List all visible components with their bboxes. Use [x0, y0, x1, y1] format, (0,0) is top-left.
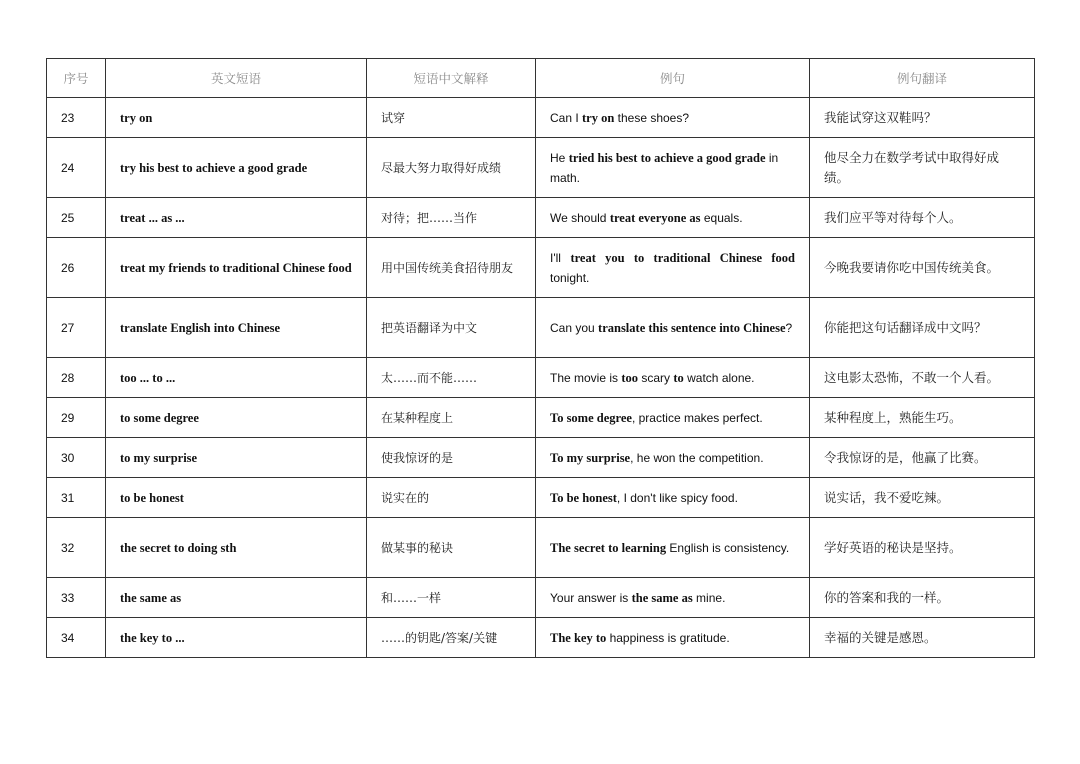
- english-phrase: to be honest: [106, 478, 367, 518]
- example-sentence: [536, 138, 810, 198]
- example-translation: 说实话，我不爱吃辣。: [810, 478, 1035, 518]
- english-phrase: try on: [106, 98, 367, 138]
- chinese-meaning: 试穿: [367, 98, 536, 138]
- example-key-phrase: translate this sentence into Chinese: [598, 320, 786, 335]
- example-text: The movie is: [550, 370, 622, 385]
- table-row: [47, 618, 1035, 658]
- table-row: [47, 298, 1035, 358]
- row-number: 25: [47, 198, 106, 238]
- chinese-meaning: 说实在的: [367, 478, 536, 518]
- row-number: 24: [47, 138, 106, 198]
- example-translation: 你的答案和我的一样。: [810, 578, 1035, 618]
- table-row: [47, 518, 1035, 578]
- example-text: equals.: [700, 210, 743, 225]
- example-text: I'll: [550, 250, 571, 265]
- example-key-phrase: treat you to traditional Chinese food: [570, 250, 795, 265]
- phrase-sheet: [46, 58, 1034, 658]
- example-sentence: [536, 358, 810, 398]
- chinese-meaning: 对待；把……当作: [367, 198, 536, 238]
- example-translation: 今晚我要请你吃中国传统美食。: [810, 238, 1035, 298]
- header-num: 序号: [47, 59, 106, 98]
- example-text: ?: [785, 320, 793, 335]
- row-number: 32: [47, 518, 106, 578]
- example-text: tonight.: [550, 270, 590, 285]
- row-number: 29: [47, 398, 106, 438]
- chinese-meaning: 用中国传统美食招待朋友: [367, 238, 536, 298]
- table-row: [47, 398, 1035, 438]
- table-row: [47, 578, 1035, 618]
- english-phrase: translate English into Chinese: [106, 298, 367, 358]
- example-translation: 某种程度上，熟能生巧。: [810, 398, 1035, 438]
- table-row: [47, 198, 1035, 238]
- example-text: , practice makes perfect.: [631, 410, 763, 425]
- english-phrase: the key to ...: [106, 618, 367, 658]
- header-translation: 例句翻译: [810, 59, 1035, 98]
- example-text: Can I: [550, 110, 583, 125]
- header-phrase: 英文短语: [106, 59, 367, 98]
- chinese-meaning: ……的钥匙/答案/关键: [367, 618, 536, 658]
- example-key-phrase: treat everyone as: [609, 210, 701, 225]
- table-row: [47, 138, 1035, 198]
- example-sentence: [536, 518, 810, 578]
- example-key-phrase: The key to: [550, 630, 607, 645]
- example-text: , I don't like spicy food.: [616, 490, 738, 505]
- header-row: [47, 59, 1035, 98]
- table-row: [47, 358, 1035, 398]
- example-key-phrase: To some degree: [550, 410, 632, 425]
- english-phrase: too ... to ...: [106, 358, 367, 398]
- table-row: [47, 98, 1035, 138]
- example-text: We should: [550, 210, 610, 225]
- example-sentence: [536, 618, 810, 658]
- english-phrase: treat my friends to traditional Chinese food: [106, 238, 367, 298]
- example-text: watch alone.: [683, 370, 755, 385]
- english-phrase: to some degree: [106, 398, 367, 438]
- example-text: , he won the competition.: [630, 450, 764, 465]
- table-row: [47, 478, 1035, 518]
- example-text: English is consistency.: [666, 540, 790, 555]
- example-key-phrase: To my surprise: [550, 450, 631, 465]
- example-translation: 令我惊讶的是，他赢了比赛。: [810, 438, 1035, 478]
- example-translation: 幸福的关键是感恩。: [810, 618, 1035, 658]
- chinese-meaning: 和……一样: [367, 578, 536, 618]
- example-translation: 我能试穿这双鞋吗？: [810, 98, 1035, 138]
- example-sentence: [536, 398, 810, 438]
- example-sentence: [536, 198, 810, 238]
- example-text: Your answer is: [550, 590, 632, 605]
- example-key-phrase: too: [621, 370, 639, 385]
- header-example: 例句: [536, 59, 810, 98]
- chinese-meaning: 尽最大努力取得好成绩: [367, 138, 536, 198]
- example-text: happiness is gratitude.: [606, 630, 730, 645]
- example-key-phrase: To be honest: [550, 490, 617, 505]
- chinese-meaning: 在某种程度上: [367, 398, 536, 438]
- example-sentence: [536, 298, 810, 358]
- example-sentence: [536, 238, 810, 298]
- table-row: [47, 438, 1035, 478]
- example-translation: 这电影太恐怖，不敢一个人看。: [810, 358, 1035, 398]
- example-sentence: [536, 578, 810, 618]
- example-sentence: [536, 478, 810, 518]
- row-number: 23: [47, 98, 106, 138]
- row-number: 30: [47, 438, 106, 478]
- chinese-meaning: 把英语翻译为中文: [367, 298, 536, 358]
- example-translation: 你能把这句话翻译成中文吗？: [810, 298, 1035, 358]
- row-number: 31: [47, 478, 106, 518]
- example-translation: 我们应平等对待每个人。: [810, 198, 1035, 238]
- table-row: [47, 238, 1035, 298]
- example-key-phrase: to: [673, 370, 684, 385]
- row-number: 33: [47, 578, 106, 618]
- row-number: 34: [47, 618, 106, 658]
- chinese-meaning: 做某事的秘诀: [367, 518, 536, 578]
- example-sentence: [536, 438, 810, 478]
- row-number: 27: [47, 298, 106, 358]
- english-phrase: to my surprise: [106, 438, 367, 478]
- row-number: 28: [47, 358, 106, 398]
- example-translation: 学好英语的秘诀是坚持。: [810, 518, 1035, 578]
- example-key-phrase: tried his best to achieve a good grade: [568, 150, 766, 165]
- example-sentence: [536, 98, 810, 138]
- chinese-meaning: 太……而不能……: [367, 358, 536, 398]
- chinese-meaning: 使我惊讶的是: [367, 438, 536, 478]
- example-key-phrase: The secret to learning: [550, 540, 667, 555]
- example-key-phrase: the same as: [631, 590, 693, 605]
- english-phrase: the secret to doing sth: [106, 518, 367, 578]
- example-text: these shoes?: [614, 110, 690, 125]
- example-text: He: [550, 150, 569, 165]
- example-text: in math.: [550, 150, 779, 185]
- english-phrase: the same as: [106, 578, 367, 618]
- english-phrase: treat ... as ...: [106, 198, 367, 238]
- row-number: 26: [47, 238, 106, 298]
- example-translation: 他尽全力在数学考试中取得好成绩。: [810, 138, 1035, 198]
- phrase-table: [46, 58, 1035, 658]
- header-meaning: 短语中文解释: [367, 59, 536, 98]
- example-key-phrase: try on: [582, 110, 615, 125]
- example-text: Can you: [550, 320, 599, 335]
- english-phrase: try his best to achieve a good grade: [106, 138, 367, 198]
- example-text: mine.: [692, 590, 726, 605]
- example-text: scary: [638, 370, 674, 385]
